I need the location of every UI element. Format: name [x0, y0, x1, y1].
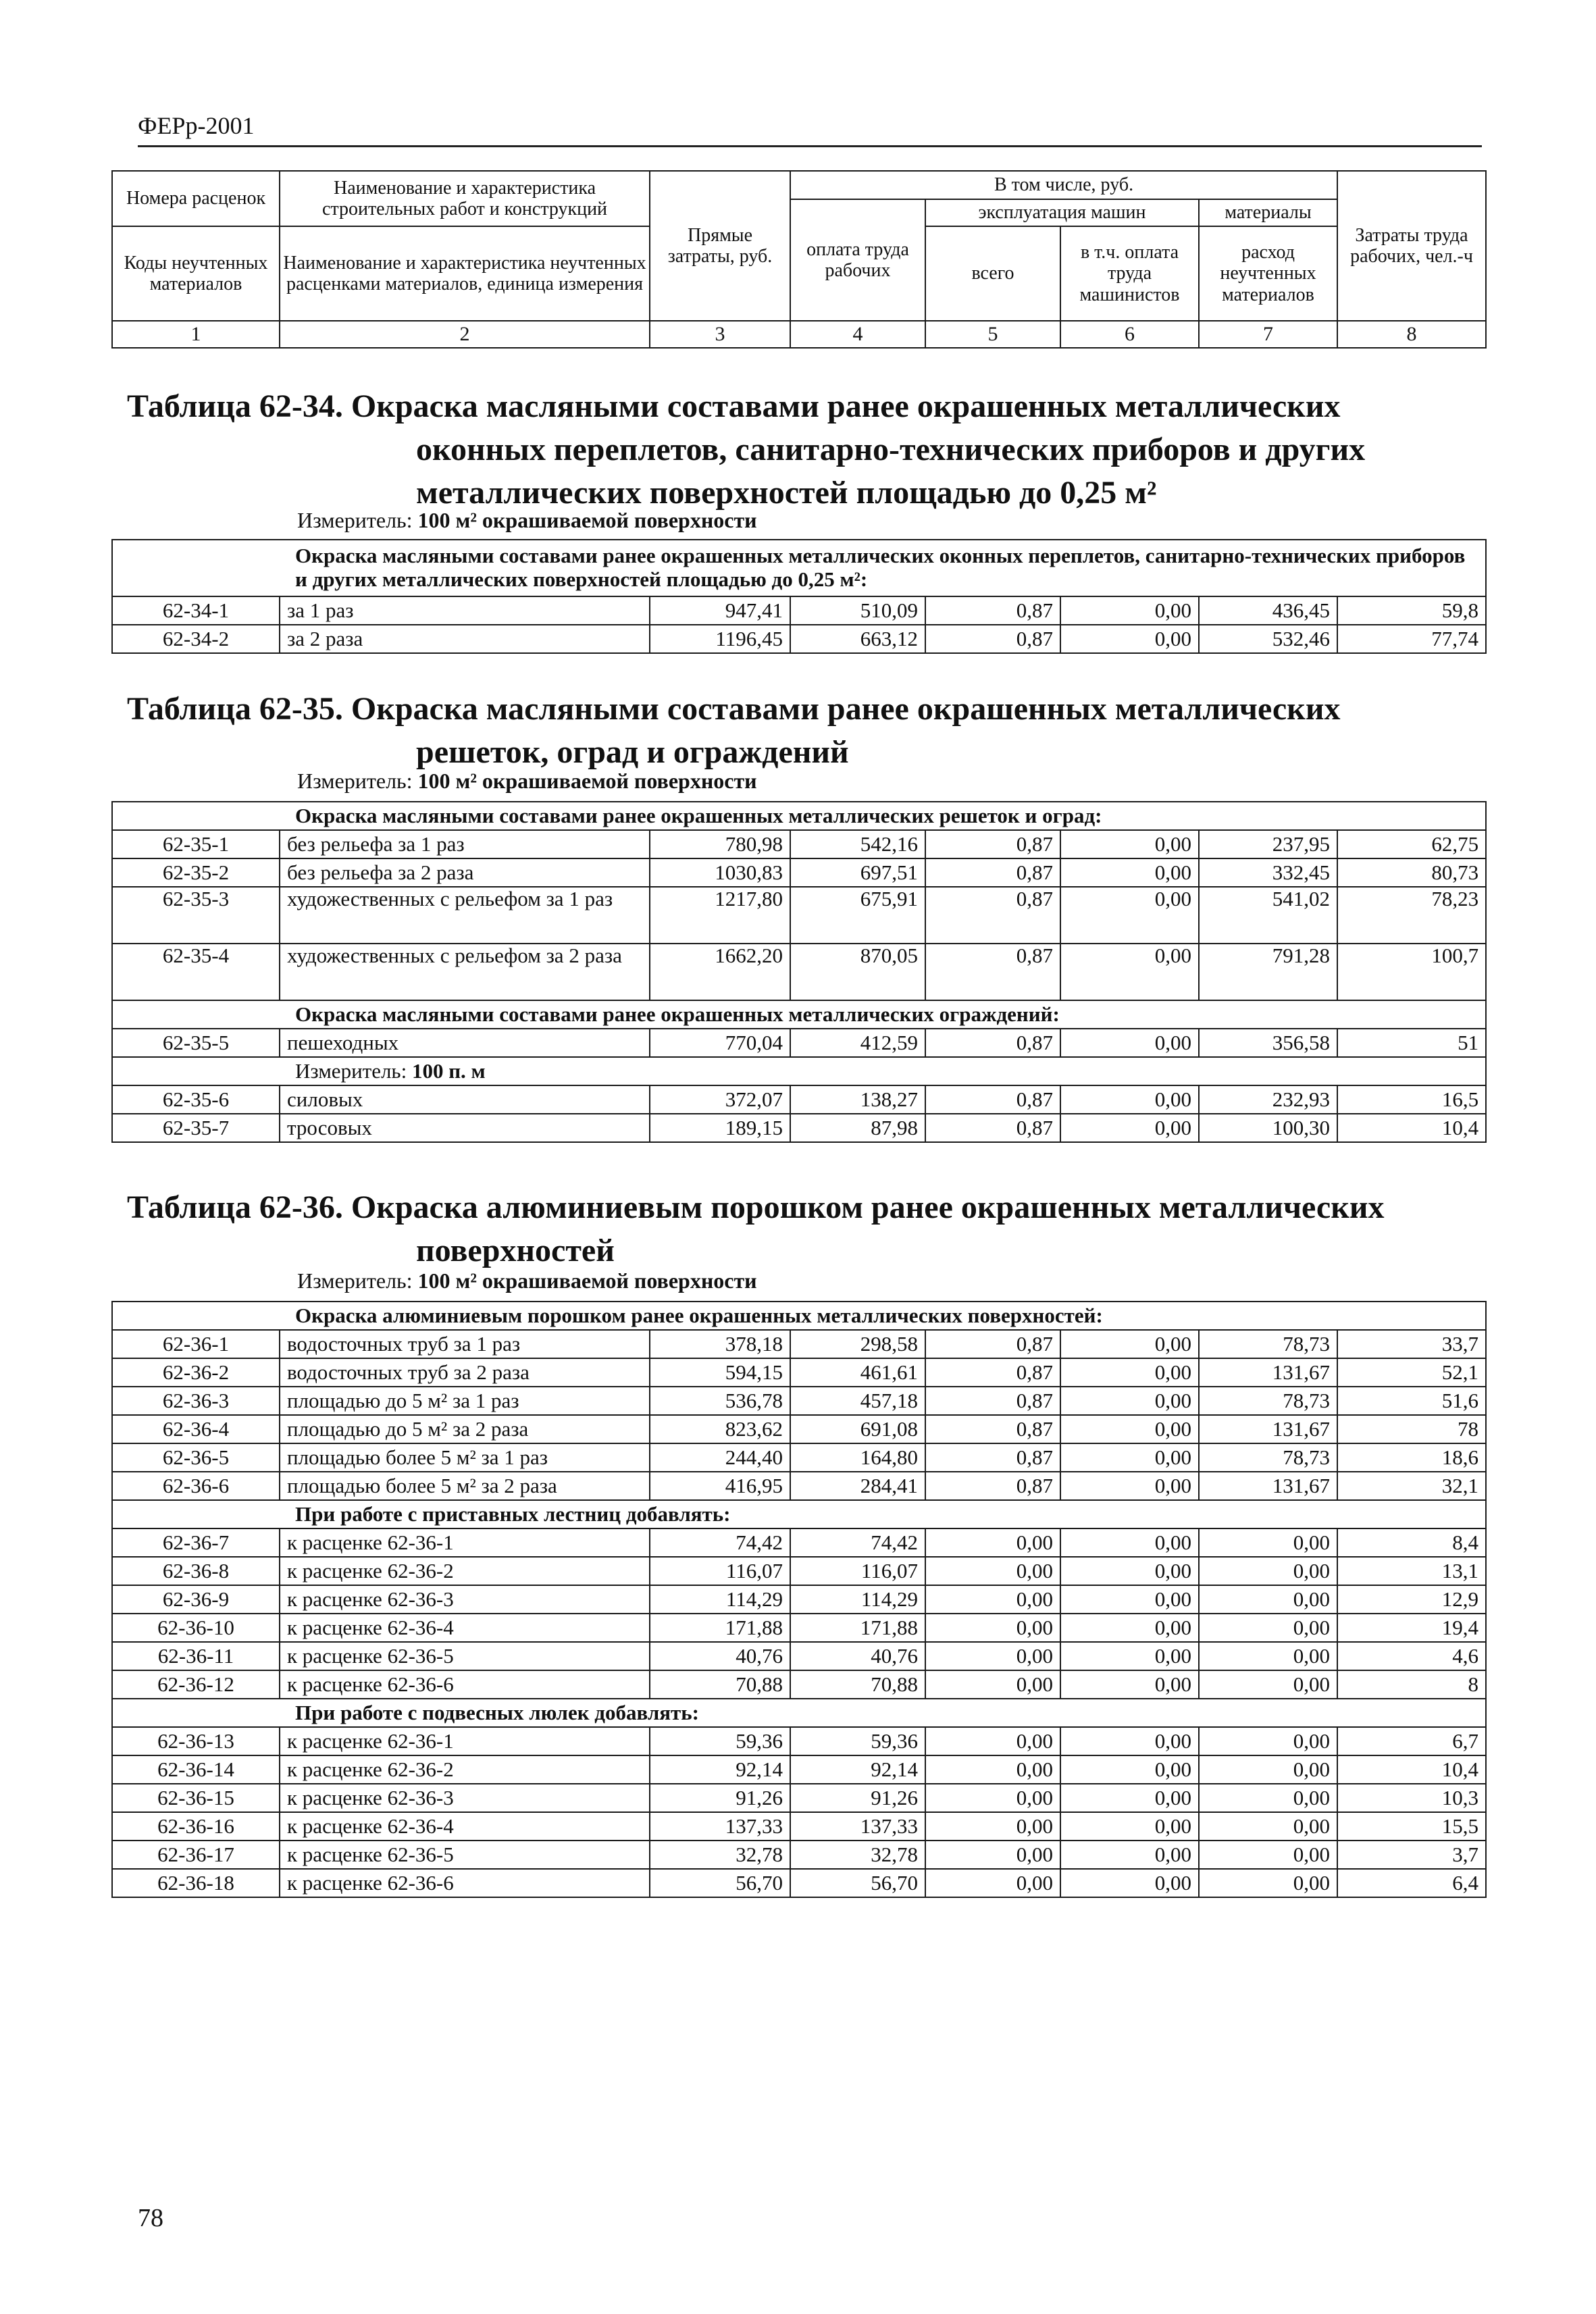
direct-costs: 116,07 — [650, 1557, 790, 1585]
labor-pay: 137,33 — [790, 1812, 925, 1841]
work-name: художественных с рельефом за 1 раз — [280, 887, 650, 944]
materials: 0,00 — [1199, 1755, 1337, 1784]
document-header: ФЕРр-2001 — [138, 112, 255, 139]
labor-pay: 697,51 — [790, 858, 925, 887]
machinists-pay: 0,00 — [1060, 830, 1199, 858]
work-name: к расценке 62-36-5 — [280, 1841, 650, 1869]
work-name: за 2 раза — [280, 625, 650, 653]
materials: 0,00 — [1199, 1557, 1337, 1585]
table-row — [112, 1472, 1486, 1500]
direct-costs: 32,78 — [650, 1841, 790, 1869]
rate-code: 62-36-6 — [112, 1472, 280, 1500]
machines-total: 0,00 — [925, 1869, 1060, 1897]
labor-hours: 16,5 — [1337, 1085, 1486, 1114]
direct-costs: 536,78 — [650, 1387, 790, 1415]
title-line: решеток, оград и ограждений — [416, 734, 849, 770]
column-header-table — [111, 170, 1487, 349]
labor-pay: 59,36 — [790, 1727, 925, 1755]
machinists-pay: 0,00 — [1060, 596, 1199, 625]
machines-total: 0,87 — [925, 1029, 1060, 1057]
labor-pay: 138,27 — [790, 1085, 925, 1114]
table-row — [112, 1358, 1486, 1387]
labor-pay: 56,70 — [790, 1869, 925, 1897]
table-row — [112, 1085, 1486, 1114]
direct-costs: 1030,83 — [650, 858, 790, 887]
table-row — [112, 1443, 1486, 1472]
rate-code: 62-34-1 — [112, 596, 280, 625]
labor-pay: 171,88 — [790, 1614, 925, 1642]
labor-pay: 461,61 — [790, 1358, 925, 1387]
machinists-pay: 0,00 — [1060, 1642, 1199, 1670]
hdr-num: 3 — [650, 321, 790, 348]
materials: 0,00 — [1199, 1869, 1337, 1897]
hdr-num: 2 — [280, 321, 650, 348]
rate-code: 62-36-2 — [112, 1358, 280, 1387]
hdr-col7: расход неучтенных материалов — [1199, 226, 1337, 321]
materials: 541,02 — [1199, 887, 1337, 944]
labor-hours: 80,73 — [1337, 858, 1486, 887]
labor-pay: 457,18 — [790, 1387, 925, 1415]
hdr-col3: Прямые затраты, руб. — [650, 171, 790, 321]
rate-code: 62-36-18 — [112, 1869, 280, 1897]
table-62-36 — [111, 1301, 1487, 1898]
table-row — [112, 1670, 1486, 1699]
labor-hours: 10,4 — [1337, 1755, 1486, 1784]
labor-pay: 284,41 — [790, 1472, 925, 1500]
labor-pay: 542,16 — [790, 830, 925, 858]
machines-total: 0,00 — [925, 1727, 1060, 1755]
materials: 356,58 — [1199, 1029, 1337, 1057]
work-name: к расценке 62-36-1 — [280, 1727, 650, 1755]
work-name: площадью до 5 м² за 1 раз — [280, 1387, 650, 1415]
table-row — [112, 1812, 1486, 1841]
machinists-pay: 0,00 — [1060, 944, 1199, 1000]
direct-costs: 416,95 — [650, 1472, 790, 1500]
hdr-col1-bottom: Коды неучтенных материалов — [112, 226, 280, 321]
labor-pay: 40,76 — [790, 1642, 925, 1670]
labor-hours: 12,9 — [1337, 1585, 1486, 1614]
machines-total: 0,87 — [925, 625, 1060, 653]
labor-pay: 91,26 — [790, 1784, 925, 1812]
machinists-pay: 0,00 — [1060, 625, 1199, 653]
rate-code: 62-36-8 — [112, 1557, 280, 1585]
table-row — [112, 1727, 1486, 1755]
machines-total: 0,87 — [925, 596, 1060, 625]
direct-costs: 244,40 — [650, 1443, 790, 1472]
machinists-pay: 0,00 — [1060, 1812, 1199, 1841]
section-header: Окраска масляными составами ранее окрашенных металлических оконных переплетов, санитарно-технических приборов и других металлических поверхностей площадью до 0,25 м²: — [112, 540, 1486, 596]
table-62-35-title — [127, 688, 1340, 774]
rate-code: 62-36-7 — [112, 1528, 280, 1557]
materials: 0,00 — [1199, 1841, 1337, 1869]
direct-costs: 171,88 — [650, 1614, 790, 1642]
machines-total: 0,00 — [925, 1614, 1060, 1642]
machines-total: 0,00 — [925, 1557, 1060, 1585]
title-line: Таблица 62-34. Окраска масляными составами ранее окрашенных металлических — [127, 388, 1341, 424]
labor-pay: 675,91 — [790, 887, 925, 944]
work-name: силовых — [280, 1085, 650, 1114]
machinists-pay: 0,00 — [1060, 1670, 1199, 1699]
header-rule — [138, 145, 1482, 147]
direct-costs: 74,42 — [650, 1528, 790, 1557]
machinists-pay: 0,00 — [1060, 858, 1199, 887]
machinists-pay: 0,00 — [1060, 1443, 1199, 1472]
direct-costs: 114,29 — [650, 1585, 790, 1614]
page-number: 78 — [138, 2204, 163, 2232]
table-62-36-meter: Измеритель: 100 м² окрашиваемой поверхности — [297, 1268, 757, 1293]
labor-pay: 412,59 — [790, 1029, 925, 1057]
labor-hours: 51,6 — [1337, 1387, 1486, 1415]
materials: 436,45 — [1199, 596, 1337, 625]
labor-pay: 164,80 — [790, 1443, 925, 1472]
table-row — [112, 596, 1486, 625]
labor-pay: 298,58 — [790, 1330, 925, 1358]
materials: 78,73 — [1199, 1387, 1337, 1415]
table-row — [112, 1784, 1486, 1812]
direct-costs: 40,76 — [650, 1642, 790, 1670]
materials: 0,00 — [1199, 1528, 1337, 1557]
machinists-pay: 0,00 — [1060, 887, 1199, 944]
materials: 0,00 — [1199, 1614, 1337, 1642]
machinists-pay: 0,00 — [1060, 1415, 1199, 1443]
work-name: к расценке 62-36-5 — [280, 1642, 650, 1670]
labor-hours: 52,1 — [1337, 1358, 1486, 1387]
machines-total: 0,00 — [925, 1670, 1060, 1699]
labor-hours: 8 — [1337, 1670, 1486, 1699]
labor-pay: 74,42 — [790, 1528, 925, 1557]
hdr-col8: Затраты труда рабочих, чел.-ч — [1337, 171, 1486, 321]
machines-total: 0,87 — [925, 887, 1060, 944]
labor-hours: 3,7 — [1337, 1841, 1486, 1869]
direct-costs: 823,62 — [650, 1415, 790, 1443]
machines-total: 0,00 — [925, 1812, 1060, 1841]
work-name: к расценке 62-36-3 — [280, 1784, 650, 1812]
hdr-col6: в т.ч. оплата труда машинистов — [1060, 226, 1199, 321]
machines-total: 0,00 — [925, 1784, 1060, 1812]
materials: 0,00 — [1199, 1585, 1337, 1614]
machines-total: 0,87 — [925, 1358, 1060, 1387]
meter-row: Измеритель: 100 п. м — [112, 1057, 1486, 1085]
machines-total: 0,00 — [925, 1755, 1060, 1784]
materials: 232,93 — [1199, 1085, 1337, 1114]
labor-pay: 32,78 — [790, 1841, 925, 1869]
labor-pay: 691,08 — [790, 1415, 925, 1443]
labor-hours: 6,4 — [1337, 1869, 1486, 1897]
table-62-35 — [111, 801, 1487, 1143]
title-line: Таблица 62-35. Окраска масляными составами ранее окрашенных металлических — [127, 691, 1341, 727]
work-name: к расценке 62-36-2 — [280, 1557, 650, 1585]
machinists-pay: 0,00 — [1060, 1114, 1199, 1142]
materials: 131,67 — [1199, 1472, 1337, 1500]
machinists-pay: 0,00 — [1060, 1585, 1199, 1614]
machinists-pay: 0,00 — [1060, 1472, 1199, 1500]
table-row — [112, 1755, 1486, 1784]
hdr-num: 6 — [1060, 321, 1199, 348]
rate-code: 62-36-4 — [112, 1415, 280, 1443]
work-name: площадью более 5 м² за 1 раз — [280, 1443, 650, 1472]
direct-costs: 92,14 — [650, 1755, 790, 1784]
work-name: водосточных труб за 2 раза — [280, 1358, 650, 1387]
machinists-pay: 0,00 — [1060, 1528, 1199, 1557]
machines-total: 0,87 — [925, 1114, 1060, 1142]
section-header: Окраска масляными составами ранее окрашенных металлических решеток и оград: — [112, 802, 1486, 830]
work-name: водосточных труб за 1 раз — [280, 1330, 650, 1358]
work-name: без рельефа за 2 раза — [280, 858, 650, 887]
direct-costs: 91,26 — [650, 1784, 790, 1812]
machines-total: 0,87 — [925, 1415, 1060, 1443]
direct-costs: 780,98 — [650, 830, 790, 858]
machines-total: 0,87 — [925, 1330, 1060, 1358]
labor-pay: 114,29 — [790, 1585, 925, 1614]
labor-hours: 4,6 — [1337, 1642, 1486, 1670]
rate-code: 62-36-17 — [112, 1841, 280, 1869]
work-name: художественных с рельефом за 2 раза — [280, 944, 650, 1000]
labor-hours: 10,3 — [1337, 1784, 1486, 1812]
machines-total: 0,00 — [925, 1585, 1060, 1614]
title-line: металлических поверхностей площадью до 0,25 м² — [416, 475, 1157, 511]
rate-code: 62-35-3 — [112, 887, 280, 944]
direct-costs: 59,36 — [650, 1727, 790, 1755]
work-name: к расценке 62-36-3 — [280, 1585, 650, 1614]
table-62-35-meter: Измеритель: 100 м² окрашиваемой поверхности — [297, 769, 757, 793]
table-row — [112, 1415, 1486, 1443]
machines-total: 0,87 — [925, 1443, 1060, 1472]
table-row — [112, 1528, 1486, 1557]
direct-costs: 770,04 — [650, 1029, 790, 1057]
work-name: площадью до 5 м² за 2 раза — [280, 1415, 650, 1443]
labor-hours: 77,74 — [1337, 625, 1486, 653]
machines-total: 0,87 — [925, 830, 1060, 858]
section-header: При работе с подвесных люлек добавлять: — [112, 1699, 1486, 1727]
direct-costs: 189,15 — [650, 1114, 790, 1142]
materials: 237,95 — [1199, 830, 1337, 858]
hdr-col2-bottom: Наименование и характеристика неучтенных расценками материалов, единица измерения — [280, 226, 650, 321]
labor-hours: 8,4 — [1337, 1528, 1486, 1557]
table-62-34 — [111, 539, 1487, 654]
rate-code: 62-35-6 — [112, 1085, 280, 1114]
table-row — [112, 858, 1486, 887]
labor-hours: 10,4 — [1337, 1114, 1486, 1142]
work-name: без рельефа за 1 раз — [280, 830, 650, 858]
direct-costs: 137,33 — [650, 1812, 790, 1841]
labor-pay: 510,09 — [790, 596, 925, 625]
machines-total: 0,00 — [925, 1642, 1060, 1670]
rate-code: 62-35-5 — [112, 1029, 280, 1057]
hdr-col5: всего — [925, 226, 1060, 321]
labor-pay: 870,05 — [790, 944, 925, 1000]
machinists-pay: 0,00 — [1060, 1085, 1199, 1114]
table-row — [112, 1841, 1486, 1869]
work-name: к расценке 62-36-2 — [280, 1755, 650, 1784]
materials: 131,67 — [1199, 1415, 1337, 1443]
rate-code: 62-36-15 — [112, 1784, 280, 1812]
materials: 131,67 — [1199, 1358, 1337, 1387]
labor-hours: 78,23 — [1337, 887, 1486, 944]
hdr-num: 1 — [112, 321, 280, 348]
machines-total: 0,00 — [925, 1841, 1060, 1869]
machines-total: 0,87 — [925, 1387, 1060, 1415]
hdr-group-incl: В том числе, руб. — [790, 171, 1337, 199]
labor-pay: 116,07 — [790, 1557, 925, 1585]
rate-code: 62-35-2 — [112, 858, 280, 887]
labor-hours: 18,6 — [1337, 1443, 1486, 1472]
machinists-pay: 0,00 — [1060, 1727, 1199, 1755]
work-name: к расценке 62-36-6 — [280, 1869, 650, 1897]
work-name: тросовых — [280, 1114, 650, 1142]
labor-hours: 59,8 — [1337, 596, 1486, 625]
direct-costs: 1217,80 — [650, 887, 790, 944]
table-row — [112, 887, 1486, 944]
hdr-col4: оплата труда рабочих — [790, 199, 925, 321]
rate-code: 62-36-16 — [112, 1812, 280, 1841]
table-row — [112, 1585, 1486, 1614]
table-row — [112, 944, 1486, 1000]
materials: 332,45 — [1199, 858, 1337, 887]
materials: 78,73 — [1199, 1330, 1337, 1358]
direct-costs: 594,15 — [650, 1358, 790, 1387]
labor-hours: 13,1 — [1337, 1557, 1486, 1585]
direct-costs: 372,07 — [650, 1085, 790, 1114]
labor-hours: 15,5 — [1337, 1812, 1486, 1841]
direct-costs: 947,41 — [650, 596, 790, 625]
machinists-pay: 0,00 — [1060, 1557, 1199, 1585]
materials: 0,00 — [1199, 1670, 1337, 1699]
table-row — [112, 830, 1486, 858]
labor-hours: 62,75 — [1337, 830, 1486, 858]
table-row — [112, 1869, 1486, 1897]
machines-total: 0,87 — [925, 1472, 1060, 1500]
machinists-pay: 0,00 — [1060, 1841, 1199, 1869]
section-header: Окраска масляными составами ранее окрашенных металлических ограждений: — [112, 1000, 1486, 1029]
machinists-pay: 0,00 — [1060, 1387, 1199, 1415]
rate-code: 62-36-11 — [112, 1642, 280, 1670]
title-line: оконных переплетов, санитарно-технических приборов и других — [416, 432, 1366, 467]
direct-costs: 378,18 — [650, 1330, 790, 1358]
direct-costs: 70,88 — [650, 1670, 790, 1699]
direct-costs: 1196,45 — [650, 625, 790, 653]
table-62-36-title — [127, 1186, 1385, 1272]
labor-hours: 33,7 — [1337, 1330, 1486, 1358]
hdr-num: 4 — [790, 321, 925, 348]
hdr-group-machines: эксплуатация машин — [925, 199, 1199, 226]
labor-pay: 87,98 — [790, 1114, 925, 1142]
work-name: к расценке 62-36-1 — [280, 1528, 650, 1557]
machines-total: 0,87 — [925, 944, 1060, 1000]
labor-hours: 78 — [1337, 1415, 1486, 1443]
hdr-num: 7 — [1199, 321, 1337, 348]
rate-code: 62-35-7 — [112, 1114, 280, 1142]
table-row — [112, 1642, 1486, 1670]
direct-costs: 1662,20 — [650, 944, 790, 1000]
materials: 0,00 — [1199, 1784, 1337, 1812]
machinists-pay: 0,00 — [1060, 1029, 1199, 1057]
materials: 0,00 — [1199, 1642, 1337, 1670]
labor-hours: 32,1 — [1337, 1472, 1486, 1500]
work-name: пешеходных — [280, 1029, 650, 1057]
hdr-num: 8 — [1337, 321, 1486, 348]
rate-code: 62-36-1 — [112, 1330, 280, 1358]
table-row — [112, 1557, 1486, 1585]
labor-pay: 92,14 — [790, 1755, 925, 1784]
machinists-pay: 0,00 — [1060, 1330, 1199, 1358]
labor-hours: 51 — [1337, 1029, 1486, 1057]
materials: 0,00 — [1199, 1727, 1337, 1755]
rate-code: 62-36-10 — [112, 1614, 280, 1642]
machines-total: 0,87 — [925, 1085, 1060, 1114]
table-row — [112, 1114, 1486, 1142]
table-row — [112, 1330, 1486, 1358]
rate-code: 62-36-13 — [112, 1727, 280, 1755]
labor-hours: 100,7 — [1337, 944, 1486, 1000]
hdr-col1-top: Номера расценок — [112, 171, 280, 226]
materials: 100,30 — [1199, 1114, 1337, 1142]
work-name: к расценке 62-36-4 — [280, 1614, 650, 1642]
work-name: за 1 раз — [280, 596, 650, 625]
direct-costs: 56,70 — [650, 1869, 790, 1897]
rate-code: 62-36-12 — [112, 1670, 280, 1699]
hdr-group-materials: материалы — [1199, 199, 1337, 226]
table-row — [112, 625, 1486, 653]
rate-code: 62-36-3 — [112, 1387, 280, 1415]
title-line: Таблица 62-36. Окраска алюминиевым порошком ранее окрашенных металлических — [127, 1189, 1385, 1225]
hdr-col2-top: Наименование и характеристика строительных работ и конструкций — [280, 171, 650, 226]
rate-code: 62-36-5 — [112, 1443, 280, 1472]
materials: 0,00 — [1199, 1812, 1337, 1841]
labor-hours: 6,7 — [1337, 1727, 1486, 1755]
machines-total: 0,87 — [925, 858, 1060, 887]
table-row — [112, 1387, 1486, 1415]
materials: 532,46 — [1199, 625, 1337, 653]
hdr-num: 5 — [925, 321, 1060, 348]
machinists-pay: 0,00 — [1060, 1755, 1199, 1784]
table-row — [112, 1614, 1486, 1642]
rate-code: 62-35-1 — [112, 830, 280, 858]
work-name: площадью более 5 м² за 2 раза — [280, 1472, 650, 1500]
machines-total: 0,00 — [925, 1528, 1060, 1557]
section-header: При работе с приставных лестниц добавлять: — [112, 1500, 1486, 1528]
title-line: поверхностей — [416, 1233, 615, 1268]
rate-code: 62-34-2 — [112, 625, 280, 653]
rate-code: 62-36-14 — [112, 1755, 280, 1784]
work-name: к расценке 62-36-4 — [280, 1812, 650, 1841]
section-header: Окраска алюминиевым порошком ранее окрашенных металлических поверхностей: — [112, 1302, 1486, 1330]
machinists-pay: 0,00 — [1060, 1869, 1199, 1897]
machinists-pay: 0,00 — [1060, 1614, 1199, 1642]
table-row — [112, 1029, 1486, 1057]
table-62-34-title — [127, 385, 1365, 515]
work-name: к расценке 62-36-6 — [280, 1670, 650, 1699]
labor-pay: 70,88 — [790, 1670, 925, 1699]
table-62-34-meter: Измеритель: 100 м² окрашиваемой поверхности — [297, 508, 757, 532]
rate-code: 62-35-4 — [112, 944, 280, 1000]
machinists-pay: 0,00 — [1060, 1784, 1199, 1812]
rate-code: 62-36-9 — [112, 1585, 280, 1614]
labor-pay: 663,12 — [790, 625, 925, 653]
materials: 78,73 — [1199, 1443, 1337, 1472]
labor-hours: 19,4 — [1337, 1614, 1486, 1642]
machinists-pay: 0,00 — [1060, 1358, 1199, 1387]
materials: 791,28 — [1199, 944, 1337, 1000]
